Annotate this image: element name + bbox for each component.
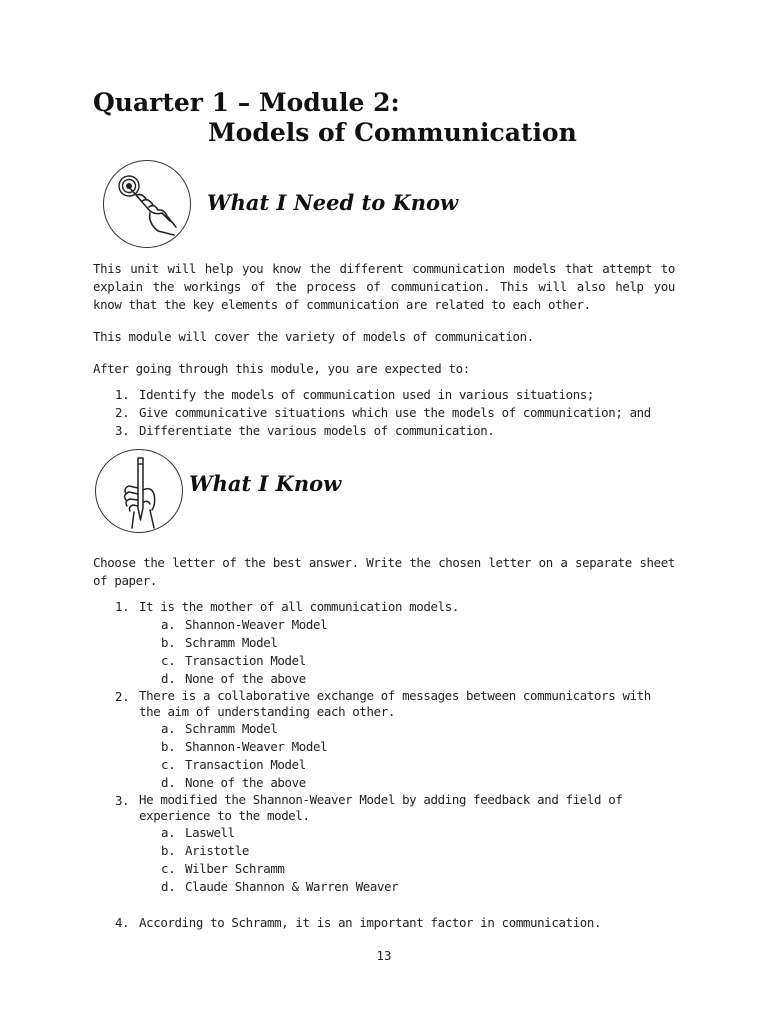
answer-options <box>139 720 693 792</box>
answer-option: b. Schramm Model <box>161 635 278 650</box>
module-title-line-1: Quarter 1 – Module 2: <box>93 88 400 117</box>
question-item: 2. There is a collaborative exchange of messages between communicators with the aim of understanding each other. a. Schramm Model b. Shannon-Weaver Model c. Transaction Model d. None of the above <box>93 688 693 792</box>
answer-option: b. Shannon-Weaver Model <box>161 739 328 754</box>
answer-option: a. Schramm Model <box>161 721 278 736</box>
hand-holding-pencil-icon <box>95 449 183 533</box>
answer-option: a. Shannon-Weaver Model <box>161 617 328 632</box>
instructions-paragraph: Choose the letter of the best answer. Write the chosen letter on a separate sheet of paper. <box>93 555 675 588</box>
section-title-what-i-know: What I Know <box>189 471 342 496</box>
module-title-line-2: Models of Communication <box>208 118 577 147</box>
expectation-paragraph: After going through this module, you are expected to: <box>93 361 470 376</box>
question-item: 1. It is the mother of all communication models. a. Shannon-Weaver Model b. Schramm Model c. Transaction Model d. None of the above <box>93 598 693 688</box>
objective-item: 1. Identify the models of communication used in various situations; <box>115 387 595 402</box>
question-text: There is a collaborative exchange of messages between communicators with the aim of understanding each other. <box>139 688 651 719</box>
objective-item: 2. Give communicative situations which use the models of communication; and <box>115 405 651 420</box>
answer-option: b. Aristotle <box>161 843 249 858</box>
answer-option: c. Wilber Schramm <box>161 861 285 876</box>
answer-option: c. Transaction Model <box>161 757 306 772</box>
answer-option: d. Claude Shannon & Warren Weaver <box>161 879 399 894</box>
intro-paragraph: This unit will help you know the different communication models that attempt to explain the workings of the process of communication. This will also help you know that the key elements of communication are related to each other. <box>93 261 675 312</box>
question-text: According to Schramm, it is an important factor in communication. <box>139 915 602 930</box>
question-item: 3. He modified the Shannon-Weaver Model by adding feedback and field of experience to the model. a. Laswell b. Aristotle c. Wilber Schramm d. Claude Shannon & Warren Weaver <box>93 792 693 896</box>
objective-item: 3. Differentiate the various models of communication. <box>115 423 495 438</box>
questions-list <box>93 598 693 932</box>
question-text: He modified the Shannon-Weaver Model by adding feedback and field of experience to the model. <box>139 792 623 823</box>
answer-option: a. Laswell <box>161 825 235 840</box>
question-text: It is the mother of all communication models. <box>139 599 459 614</box>
finger-touch-icon <box>103 160 191 248</box>
answer-option: c. Transaction Model <box>161 653 306 668</box>
section-title-what-i-need-to-know: What I Need to Know <box>207 190 459 215</box>
answer-option: d. None of the above <box>161 775 306 790</box>
answer-options <box>139 616 693 688</box>
coverage-paragraph: This module will cover the variety of models of communication. <box>93 329 534 344</box>
page-number: 13 <box>376 948 392 963</box>
question-item: 4. According to Schramm, it is an important factor in communication. <box>93 914 693 932</box>
answer-options <box>139 824 693 896</box>
answer-option: d. None of the above <box>161 671 306 686</box>
objectives-list <box>93 386 693 440</box>
